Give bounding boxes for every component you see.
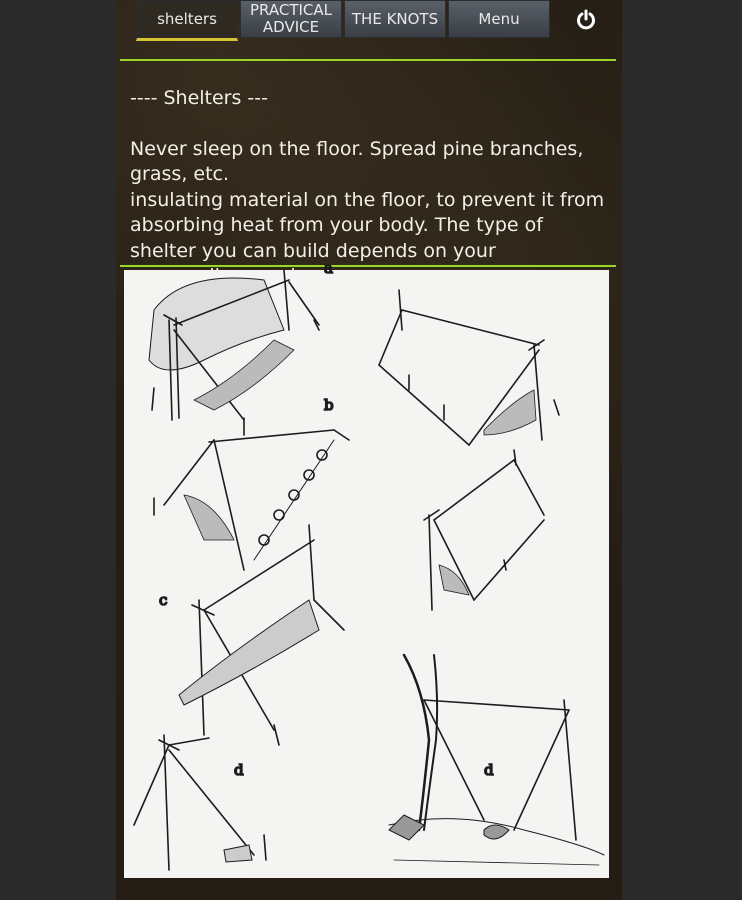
sketch-tarp: [389, 655, 604, 865]
sketch-c: [179, 525, 344, 745]
label-d-2: d: [484, 761, 494, 779]
tab-shelters[interactable]: shelters: [136, 0, 238, 41]
power-button[interactable]: [574, 8, 598, 32]
section-heading: ---- Shelters ---: [130, 86, 268, 109]
tab-menu[interactable]: Menu: [448, 0, 550, 38]
tab-practical-advice[interactable]: PRACTICAL ADVICE: [240, 0, 342, 38]
sketch-a: [149, 270, 319, 435]
power-icon: [575, 9, 597, 31]
app-screen: [116, 0, 622, 900]
label-c: c: [159, 591, 168, 609]
bottom-divider: [120, 265, 616, 267]
label-d: d: [234, 761, 244, 779]
shelter-sketches: [124, 259, 609, 878]
label-a: a: [324, 259, 333, 277]
sketch-b-left: [154, 430, 349, 570]
shelter-illustration: [124, 259, 609, 878]
sketch-d: [134, 735, 266, 870]
label-b: b: [324, 396, 334, 414]
sketch-b-right: [379, 290, 559, 445]
tab-the-knots[interactable]: THE KNOTS: [344, 0, 446, 38]
tab-bar: [136, 0, 550, 42]
section-body: Never sleep on the floor. Spread pine branches, grass, etc. insulating material on the floor, to prevent it from absorbing heat from your body. The type of shelter you can build depends on your: [130, 137, 605, 262]
sketch-b-right-lower: [424, 450, 544, 610]
